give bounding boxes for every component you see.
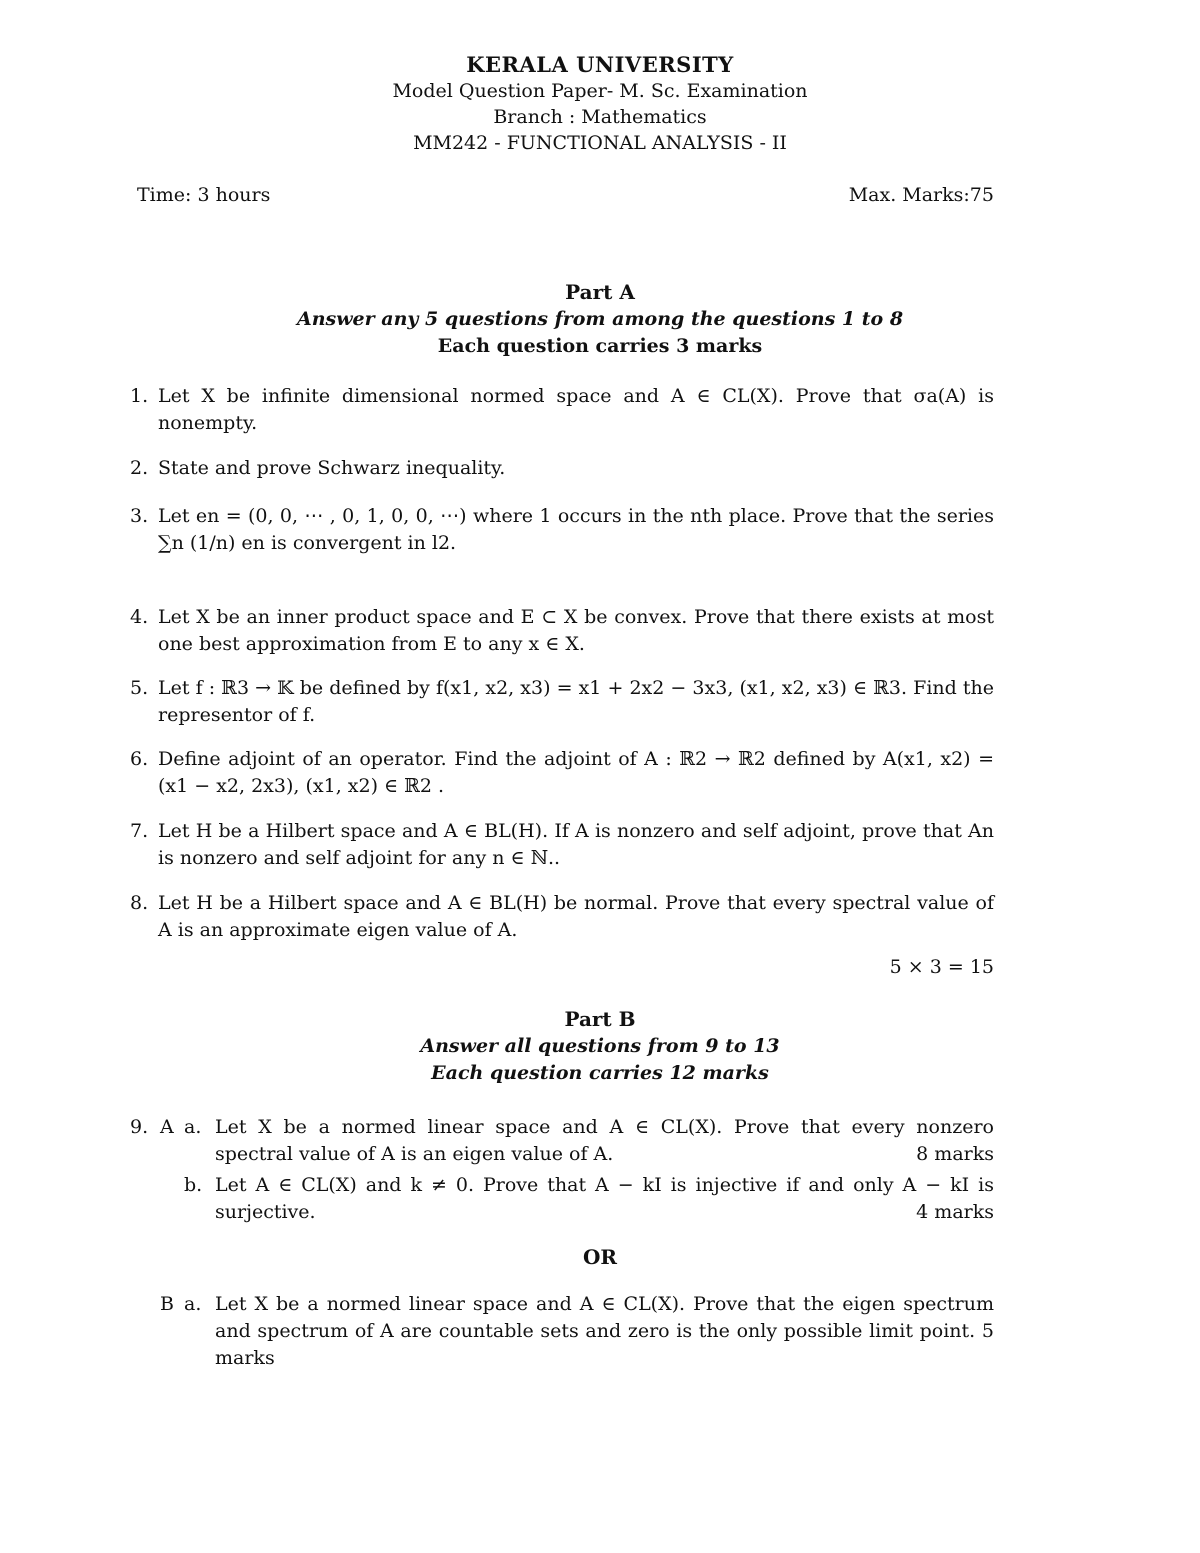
sub-question-text: Let X be a normed linear space and A ∈ CL(X). Prove that the eigen spectrum and spectrum of A are countable sets and zero is the only possible limit point. [215,1293,994,1342]
question-number: 8. [130,892,149,914]
time-allowed: Time: 3 hours [137,184,271,206]
question-text [215,1172,994,1226]
part-a-marks-note: Each question carries 3 marks [437,335,763,357]
part-a-tally: 5 × 3 = 15 [889,956,994,978]
question-text: Let H be a Hilbert space and A ∈ BL(H). If A is nonzero and self adjoint, prove that An is nonzero and self adjoint for any n ∈ ℕ.. [158,820,994,869]
question-text [215,1114,994,1168]
question-text: State and prove Schwarz inequality. [158,457,506,479]
part-b-heading [0,1006,1200,1087]
question-text: Let H be a Hilbert space and A ∈ BL(H) be normal. Prove that every spectral value of A is an approximate eigen value of A. [158,892,994,941]
branch-name: Branch : Mathematics [493,106,707,128]
question-number: 2. [130,457,149,479]
course-name: MM242 - FUNCTIONAL ANALYSIS - II [413,132,787,154]
sub-question-text: Let X be a normed linear space and A ∈ CL(X). Prove that every nonzero spectral value of A is an eigen value of A. [215,1116,994,1165]
sub-question-marks: 5 marks [215,1320,994,1369]
question-8 [130,890,994,944]
question-9-a-a [130,1114,994,1168]
question-number: 9. [130,1116,149,1138]
question-text: Let X be infinite dimensional normed space and A ∈ CL(X). Prove that σa(A) is nonempty. [158,385,994,434]
sub-question-label: a. [184,1116,202,1138]
question-number: 7. [130,820,149,842]
exam-meta [137,184,994,210]
sub-question-marks: 4 marks [916,1201,994,1223]
question-text: Define adjoint of an operator. Find the adjoint of A : ℝ2 → ℝ2 defined by A(x1, x2) = (x1 − x2, 2x3), (x1, x2) ∈ ℝ2 . [158,748,994,797]
part-b-marks-note: Each question carries 12 marks [431,1062,769,1084]
question-text: Let en = (0, 0, ⋯ , 0, 1, 0, 0, ⋯) where 1 occurs in the nth place. Prove that the series ∑n (1/n) en is convergent in l2. [158,505,994,554]
sub-question-marks: 8 marks [916,1143,994,1165]
sub-question-text: Let A ∈ CL(X) and k ≠ 0. Prove that A − kI is injective if and only A − kI is surjective. [215,1174,994,1223]
paper-header [0,52,1200,156]
question-number: 3. [130,505,149,527]
question-number: 6. [130,748,149,770]
question-7 [130,818,994,872]
question-number: 5. [130,677,149,699]
part-b-title: Part B [564,1007,636,1031]
alternative-label: B [160,1293,174,1315]
question-number: 4. [130,606,149,628]
question-number: 1. [130,385,149,407]
question-5 [130,675,994,729]
question-4 [130,604,994,658]
question-9-a-b [130,1172,994,1226]
part-a-title: Part A [565,280,635,304]
question-3 [130,503,994,557]
alternative-label: A [160,1116,174,1138]
or-separator: OR [582,1245,618,1269]
question-2 [130,455,994,482]
question-text: Let X be an inner product space and E ⊂ X be convex. Prove that there exists at most one best approximation from E to any x ∈ X. [158,606,994,655]
sub-question-label: a. [184,1293,202,1315]
max-marks: Max. Marks:75 [848,184,994,206]
question-9-b-a [130,1291,994,1372]
exam-name: Model Question Paper- M. Sc. Examination [392,80,808,102]
question-text [215,1291,994,1372]
part-a-instruction: Answer any 5 questions from among the questions 1 to 8 [296,308,904,330]
question-6 [130,746,994,800]
question-text: Let f : ℝ3 → 𝕂 be defined by f(x1, x2, x3) = x1 + 2x2 − 3x3, (x1, x2, x3) ∈ ℝ3. Find the representor of f. [158,677,994,726]
part-a-heading [0,279,1200,360]
university-title: KERALA UNIVERSITY [466,52,734,77]
question-1 [130,383,994,437]
part-b-instruction: Answer all questions from 9 to 13 [420,1035,780,1057]
sub-question-label: b. [184,1174,203,1196]
